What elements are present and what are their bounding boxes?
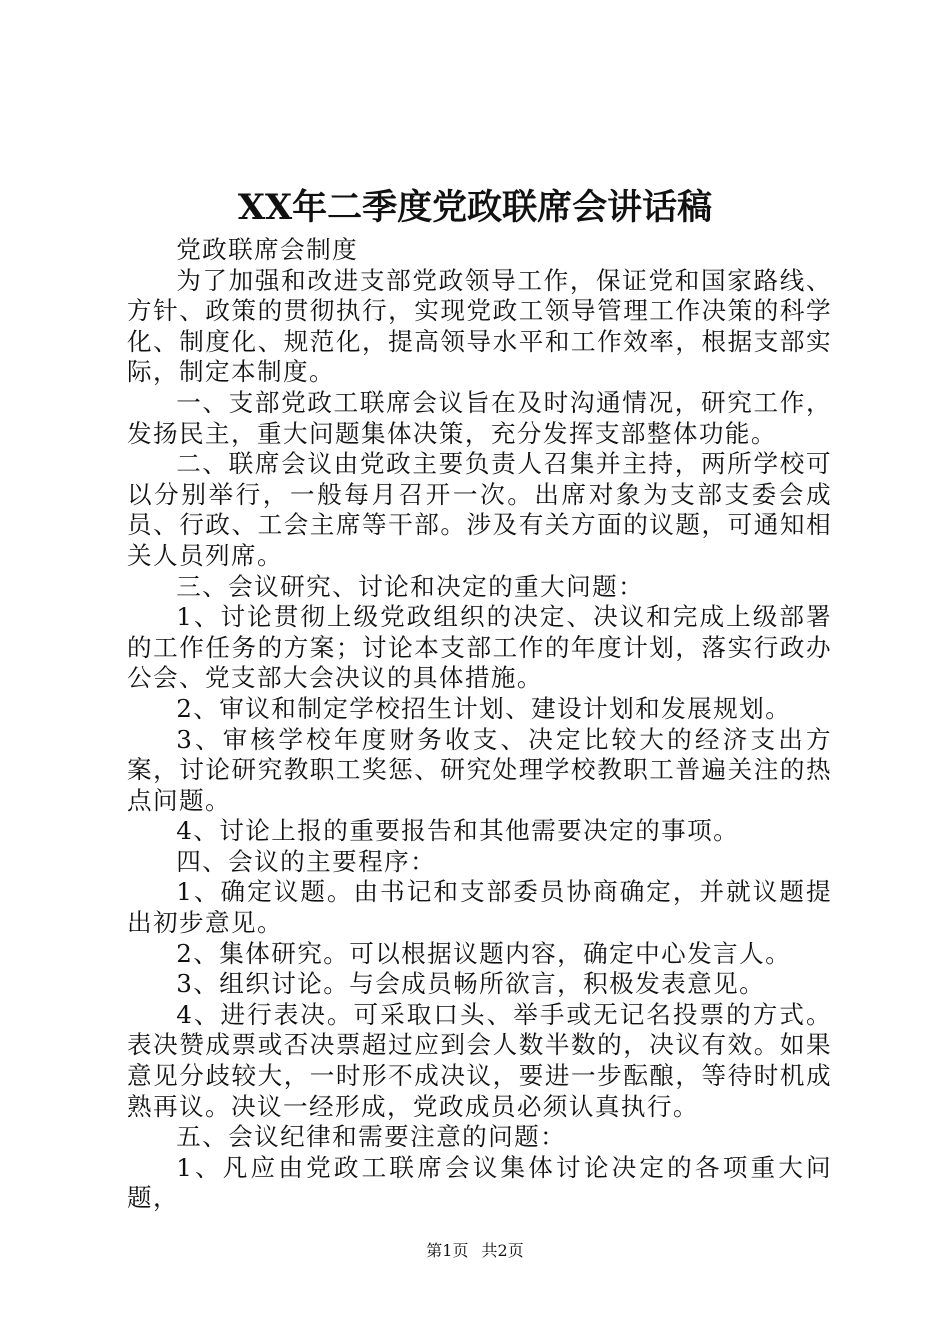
paragraph: 为了加强和改进支部党政领导工作，保证党和国家路线、方针、政策的贯彻执行，实现党政工领导管理工作决策的科学化、制度化、规范化，提高领导水平和工作效率，根据支部实际，制定本制度。 — [127, 265, 832, 387]
paragraph: 4、进行表决。可采取口头、举手或无记名投票的方式。表决赞成票或否决票超过应到会人数半数的，决议有效。如果意见分歧较大，一时形不成决议，要进一步酝酿，等待时机成熟再议。决议一经形成，党政成员必须认真执行。 — [127, 999, 832, 1121]
document-body — [127, 235, 832, 1214]
paragraph: 四、会议的主要程序： — [176, 846, 437, 876]
paragraph: 三、会议研究、讨论和决定的重大问题： — [176, 571, 645, 601]
paragraph: 1、讨论贯彻上级党政组织的决定、决议和完成上级部署的工作任务的方案；讨论本支部工作的年度计划，落实行政办公会、党支部大会决议的具体措施。 — [127, 602, 832, 693]
paragraph: 一、支部党政工联席会议旨在及时沟通情况，研究工作，发扬民主，重大问题集体决策，充分发挥支部整体功能。 — [127, 387, 832, 448]
page-total: 共2页 — [481, 1241, 524, 1260]
paragraph: 2、审议和制定学校招生计划、建设计划和发展规划。 — [176, 693, 792, 723]
document-title: XX年二季度党政联席会讲话稿 — [237, 187, 713, 228]
paragraph: 1、凡应由党政工联席会议集体讨论决定的各项重大问题， — [127, 1152, 832, 1213]
page-footer — [0, 1240, 950, 1262]
paragraph: 3、审核学校年度财务收支、决定比较大的经济支出方案，讨论研究教职工奖惩、研究处理学校教职工普遍关注的热点问题。 — [127, 724, 832, 815]
paragraph: 4、讨论上报的重要报告和其他需要决定的事项。 — [176, 816, 740, 846]
paragraph: 2、集体研究。可以根据议题内容，确定中心发言人。 — [176, 938, 792, 968]
paragraph: 1、确定议题。由书记和支部委员协商确定，并就议题提出初步意见。 — [127, 877, 832, 938]
page-number: 第1页 — [426, 1241, 469, 1260]
paragraph: 五、会议纪律和需要注意的问题： — [176, 1122, 567, 1152]
paragraph: 3、组织讨论。与会成员畅所欲言，积极发表意见。 — [176, 969, 766, 999]
paragraph: 党政联席会制度 — [176, 235, 359, 264]
paragraph: 二、联席会议由党政主要负责人召集并主持，两所学校可以分别举行，一般每月召开一次。出席对象为支部支委会成员、行政、工会主席等干部。涉及有关方面的议题，可通知相关人员列席。 — [127, 449, 832, 570]
